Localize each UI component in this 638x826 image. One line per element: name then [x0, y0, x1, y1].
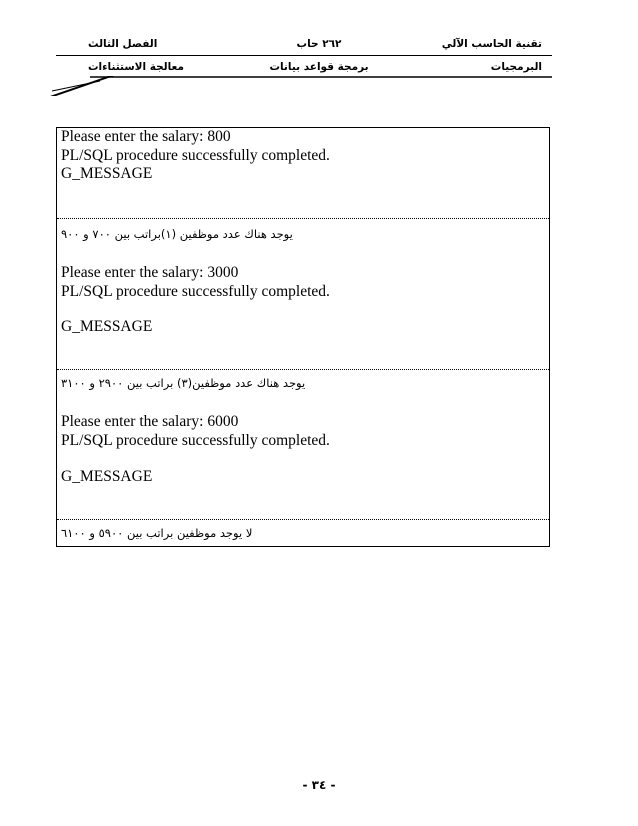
dotted-separator: [57, 519, 549, 520]
output-line: Please enter the salary: 3000: [61, 264, 239, 281]
header-decorative-rule: [30, 74, 560, 98]
output-line: PL/SQL procedure successfully completed.: [61, 283, 330, 300]
header-topic: معالجة الاستثناءات: [88, 61, 184, 73]
header-subject: برمجة قواعد بيانات: [269, 61, 369, 73]
dotted-separator: [57, 218, 549, 219]
output-message: يوجد هناك عدد موظفين(٣) براتب بين ٢٩٠٠ و ٣١٠٠: [61, 376, 306, 390]
output-line: PL/SQL procedure successfully completed.: [61, 147, 330, 164]
output-line: G_MESSAGE: [61, 165, 153, 182]
page-number: - ٣٤ -: [302, 778, 336, 792]
output-message: لا يوجد موظفين براتب بين ٥٩٠٠ و ٦١٠٠: [61, 526, 253, 540]
header-divider: [56, 55, 552, 56]
header-department: البرمجيات: [490, 61, 542, 73]
dotted-separator: [57, 369, 549, 370]
header-chapter: الفصل الثالث: [88, 38, 158, 50]
header-course-code: ٢٦٢ حاب: [296, 38, 342, 50]
output-message: يوجد هناك عدد موظفين (١)براتب بين ٧٠٠ و ٩٠٠: [61, 227, 293, 241]
output-line: Please enter the salary: 800: [61, 128, 231, 145]
header-course-title: تقنية الحاسب الآلي: [441, 38, 542, 50]
output-line: PL/SQL procedure successfully completed.: [61, 432, 330, 449]
output-line: Please enter the salary: 6000: [61, 413, 239, 430]
output-line: G_MESSAGE: [61, 318, 153, 335]
output-line: G_MESSAGE: [61, 468, 153, 485]
